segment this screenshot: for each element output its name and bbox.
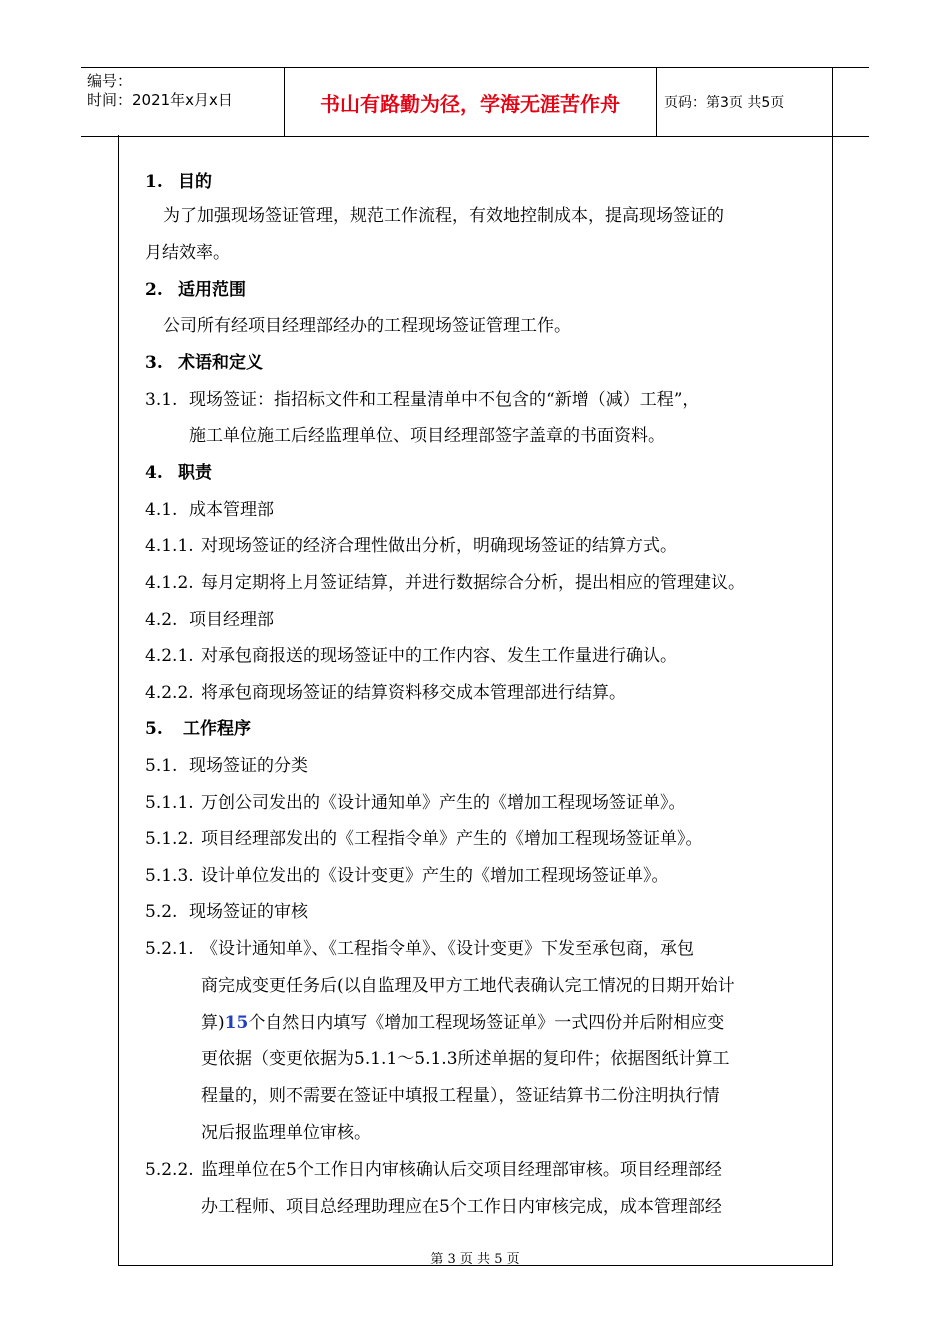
section-text: 监理单位在5个工作日内审核确认后交项目经理部审核。项目经理部经 (201, 1160, 722, 1180)
section-number: 4.2.1. (145, 646, 194, 666)
section-text: 现场签证：指招标文件和工程量清单中不包含的“新增（减）工程”， (189, 390, 700, 410)
section-text: 术语和定义 (178, 353, 263, 373)
section-text: 每月定期将上月签证结算，并进行数据综合分析，提出相应的管理建议。 (201, 573, 745, 593)
section-number: 3.1. (145, 390, 178, 410)
section-number: 5. (145, 719, 163, 739)
section-number: 1. (145, 172, 163, 192)
section-text: 职责 (178, 463, 212, 483)
section-text: 设计单位发出的《设计变更》产生的《增加工程现场签证单》。 (201, 866, 669, 886)
section-number: 5.2.1. (145, 939, 194, 959)
section-text: 工作程序 (183, 719, 251, 739)
highlighted-number: 15 (224, 1013, 249, 1033)
section-text: 《设计通知单》、《工程指令单》、《设计变更》下发至承包商，承包 (201, 939, 694, 959)
section-text: 为了加强现场签证管理，规范工作流程，有效地控制成本，提高现场签证的 (163, 206, 724, 226)
section-number: 4.2.2. (145, 683, 194, 703)
section-number: 5.2.2. (145, 1160, 194, 1180)
page-footer: 第 3 页 共 5 页 (430, 1252, 520, 1267)
section-text: 将承包商现场签证的结算资料移交成本管理部进行结算。 (201, 683, 626, 703)
section-text: 况后报监理单位审核。 (201, 1123, 371, 1143)
section-text: 施工单位施工后经监理单位、项目经理部签字盖章的书面资料。 (189, 426, 665, 446)
section-text: 成本管理部 (189, 500, 274, 520)
header-divider (832, 68, 833, 136)
section-text: 个自然日内填写《增加工程现场签证单》一式四份并后附相应变 (248, 1013, 725, 1033)
document-header (81, 67, 869, 137)
section-number: 4.1.1. (145, 536, 194, 556)
section-text: 更依据（变更依据为5.1.1～5.1.3所述单据的复印件；依据图纸计算工 (201, 1049, 730, 1069)
section-text: 公司所有经项目经理部经办的工程现场签证管理工作。 (163, 316, 571, 336)
document-date: 时间：2021年x月x日 (87, 91, 233, 109)
section-text: 现场签证的分类 (189, 756, 308, 776)
header-page-info: 页码：第3页 共5页 (664, 95, 785, 111)
section-text: 项目经理部发出的《工程指令单》产生的《增加工程现场签证单》。 (201, 829, 703, 849)
section-number: 4. (145, 463, 163, 483)
section-number: 4.1. (145, 500, 178, 520)
header-meta (87, 72, 233, 110)
section-text: 现场签证的审核 (189, 902, 308, 922)
section-number: 5.1. (145, 756, 178, 776)
header-divider (656, 68, 657, 136)
document-number-label: 编号： (87, 72, 133, 90)
section-text: 目的 (178, 172, 212, 192)
section-number: 5.1.3. (145, 866, 194, 886)
section-number: 5.1.1. (145, 793, 194, 813)
section-text: 对现场签证的经济合理性做出分析，明确现场签证的结算方式。 (201, 536, 677, 556)
section-number: 3. (145, 353, 163, 373)
section-text: 项目经理部 (189, 610, 274, 630)
section-text: 程量的，则不需要在签证中填报工程量），签证结算书二份注明执行情 (201, 1086, 720, 1106)
section-text: 算) (201, 1013, 225, 1033)
section-text: 月结效率。 (145, 243, 230, 263)
section-number: 5.2. (145, 902, 178, 922)
section-text: 万创公司发出的《设计通知单》产生的《增加工程现场签证单》。 (201, 793, 686, 813)
section-number: 5.1.2. (145, 829, 194, 849)
section-text: 商完成变更任务后(以自监理及甲方工地代表确认完工情况的日期开始计 (201, 976, 735, 996)
header-motto: 书山有路勤为径，学海无涯苦作舟 (320, 91, 620, 116)
section-number: 4.2. (145, 610, 178, 630)
section-number: 2. (145, 280, 163, 300)
section-text: 对承包商报送的现场签证中的工作内容、发生工作量进行确认。 (201, 646, 677, 666)
section-text: 适用范围 (178, 280, 246, 300)
section-text: 办工程师、项目总经理助理应在5个工作日内审核完成，成本管理部经 (201, 1197, 722, 1217)
section-number: 4.1.2. (145, 573, 194, 593)
